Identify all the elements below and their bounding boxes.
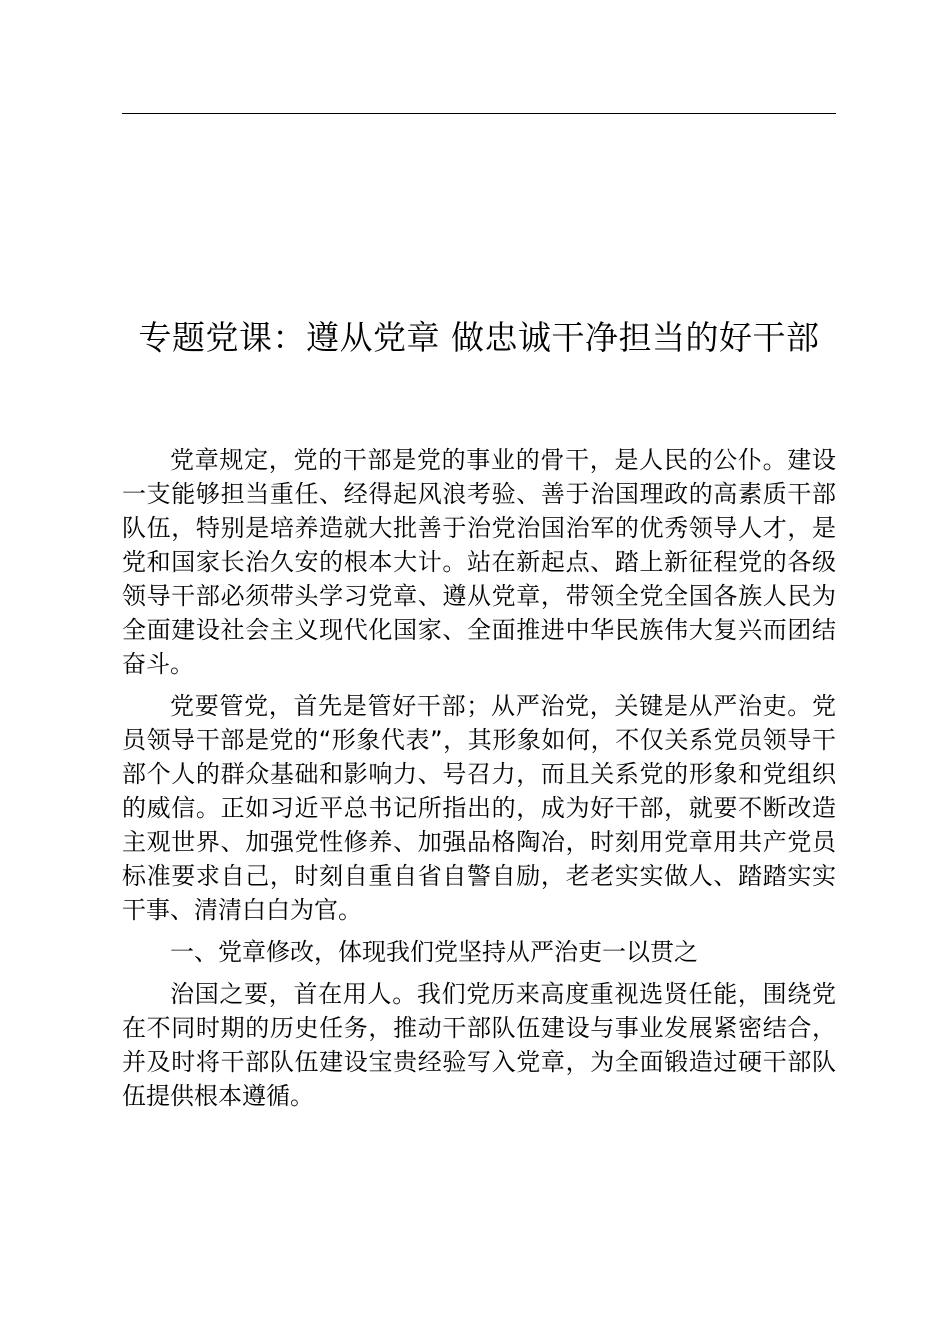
document-title: 专题党课：遵从党章 做忠诚干净担当的好干部: [138, 318, 820, 357]
paragraph-3: 治国之要，首在用人。我们党历来高度重视选贤任能，围绕党在不同时期的历史任务，推动干部队伍建设与事业发展紧密结合，并及时将干部队伍建设宝贵经验写入党章，为全面锻造过硬干部队伍提供根本遵循。: [122, 980, 836, 1110]
paragraph-1: 党章规定，党的干部是党的事业的骨干，是人民的公仆。建设一支能够担当重任、经得起风浪考验、善于治国理政的高素质干部队伍，特别是培养造就大批善于治党治国治军的优秀领导人才，是党和国家长治久安的根本大计。站在新起点、踏上新征程党的各级领导干部必须带头学习党章、遵从党章，带领全党全国各族人民为全面建设社会主义现代化国家、全面推进中华民族伟大复兴而团结奋斗。: [122, 446, 836, 678]
document-body: [122, 443, 836, 1121]
paragraph-2: 党要管党，首先是管好干部；从严治党，关键是从严治吏。党员领导干部是党的“形象代表”，其形象如何，不仅关系党员领导干部个人的群众基础和影响力、号召力，而且关系党的形象和党组织的威信。正如习近平总书记所指出的，成为好干部，就要不断改造主观世界、加强党性修养、加强品格陶冶，时刻用党章用共产党员标准要求自己，时刻自重自省自警自励，老老实实做人、踏踏实实干事、清清白白为官。: [122, 692, 836, 924]
section-heading-1: 一、党章修改，体现我们党坚持从严治吏一以贯之: [170, 938, 698, 966]
header-rule: [122, 113, 836, 114]
